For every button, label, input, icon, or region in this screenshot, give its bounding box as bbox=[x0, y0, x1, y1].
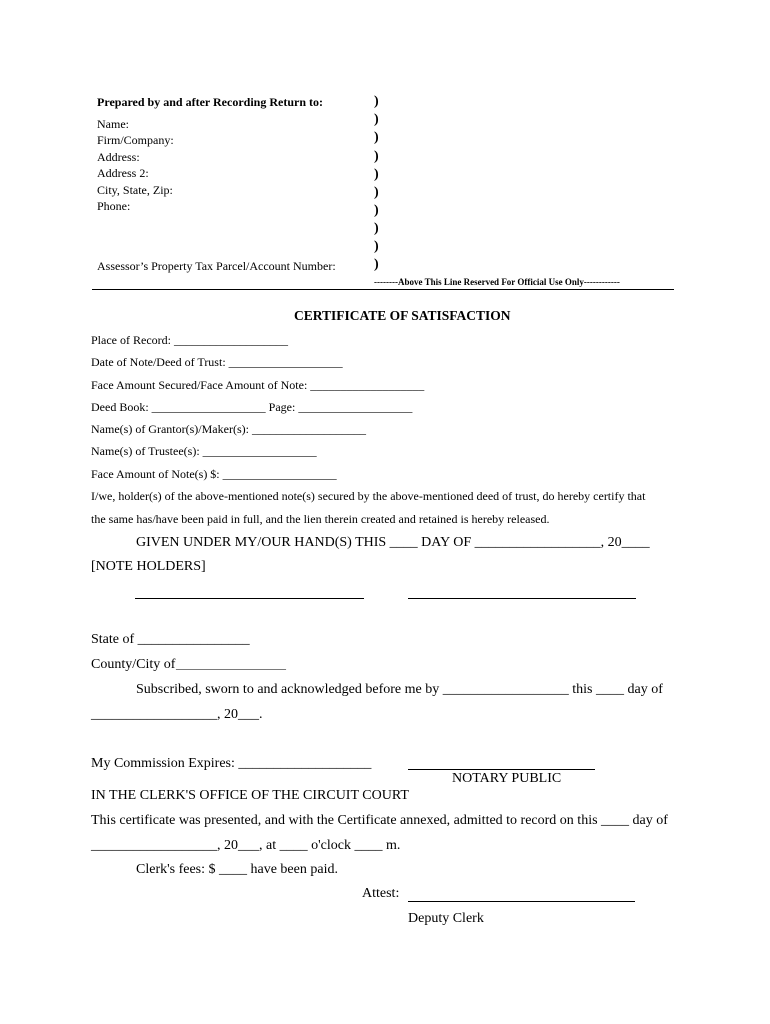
clerk-office-heading: IN THE CLERK'S OFFICE OF THE CIRCUIT COURT bbox=[91, 788, 409, 803]
attest-signature-line bbox=[408, 901, 635, 902]
note-holder-signature-line-2 bbox=[408, 598, 636, 599]
attest-label: Attest: bbox=[362, 886, 400, 901]
address-field-label: Address: bbox=[97, 150, 140, 164]
paren-2: ) bbox=[374, 112, 379, 127]
face-amount-notes-field: Face Amount of Note(s) $: ___________________ bbox=[91, 467, 337, 481]
subscribed-line-2: __________________, 20___. bbox=[91, 707, 263, 722]
document-title: CERTIFICATE OF SATISFACTION bbox=[294, 308, 511, 323]
clerk-fees-line: Clerk's fees: $ ____ have been paid. bbox=[136, 862, 338, 877]
place-of-record-field: Place of Record: ___________________ bbox=[91, 333, 288, 347]
note-holders-label: [NOTE HOLDERS] bbox=[91, 559, 206, 574]
paren-8: ) bbox=[374, 221, 379, 236]
given-under-line: GIVEN UNDER MY/OUR HAND(S) THIS ____ DAY OF __________________, 20____ bbox=[136, 535, 650, 550]
face-amount-secured-field: Face Amount Secured/Face Amount of Note: ___________________ bbox=[91, 378, 425, 392]
deed-book-page-field: Deed Book: ___________________ Page: ___________________ bbox=[91, 400, 413, 414]
note-holder-signature-line-1 bbox=[135, 598, 364, 599]
state-of-field: State of ________________ bbox=[91, 632, 250, 647]
phone-field-label: Phone: bbox=[97, 199, 131, 213]
certify-text-line-2: the same has/have been paid in full, and the lien therein created and retained is hereby released. bbox=[91, 512, 550, 526]
city-state-zip-field-label: City, State, Zip: bbox=[97, 183, 173, 197]
prepared-by-label: Prepared by and after Recording Return to: bbox=[97, 95, 323, 109]
presented-line-2: __________________, 20___, at ____ o'clock ____ m. bbox=[91, 838, 401, 853]
paren-6: ) bbox=[374, 185, 379, 200]
certify-text-line-1: I/we, holder(s) of the above-mentioned note(s) secured by the above-mentioned deed of trust, do hereby certify that bbox=[91, 489, 646, 503]
date-of-note-field: Date of Note/Deed of Trust: ___________________ bbox=[91, 355, 343, 369]
assessor-parcel-label: Assessor’s Property Tax Parcel/Account Number: bbox=[97, 259, 336, 273]
paren-5: ) bbox=[374, 167, 379, 182]
paren-10: ) bbox=[374, 257, 379, 272]
address2-field-label: Address 2: bbox=[97, 166, 149, 180]
paren-9: ) bbox=[374, 239, 379, 254]
header-divider bbox=[92, 289, 674, 290]
firm-company-field-label: Firm/Company: bbox=[97, 133, 174, 147]
presented-line-1: This certificate was presented, and with the Certificate annexed, admitted to record on this ____ day of bbox=[91, 813, 668, 828]
paren-4: ) bbox=[374, 149, 379, 164]
trustees-field: Name(s) of Trustee(s): ___________________ bbox=[91, 444, 317, 458]
paren-1: ) bbox=[374, 94, 379, 109]
county-city-blank: ______________________ bbox=[176, 660, 286, 671]
name-field-label: Name: bbox=[97, 117, 129, 131]
grantors-field: Name(s) of Grantor(s)/Maker(s): ___________________ bbox=[91, 422, 366, 436]
deputy-clerk-label: Deputy Clerk bbox=[408, 911, 484, 926]
subscribed-line-1: Subscribed, sworn to and acknowledged before me by __________________ this ____ day of bbox=[136, 682, 663, 697]
paren-3: ) bbox=[374, 130, 379, 145]
county-city-label: County/City of bbox=[91, 657, 176, 672]
notary-signature-line bbox=[408, 769, 595, 770]
reserved-line-label: --------Above This Line Reserved For Official Use Only------------ bbox=[374, 277, 620, 287]
notary-public-label: NOTARY PUBLIC bbox=[452, 771, 562, 786]
commission-expires-field: My Commission Expires: ___________________ bbox=[91, 756, 372, 771]
paren-7: ) bbox=[374, 203, 379, 218]
